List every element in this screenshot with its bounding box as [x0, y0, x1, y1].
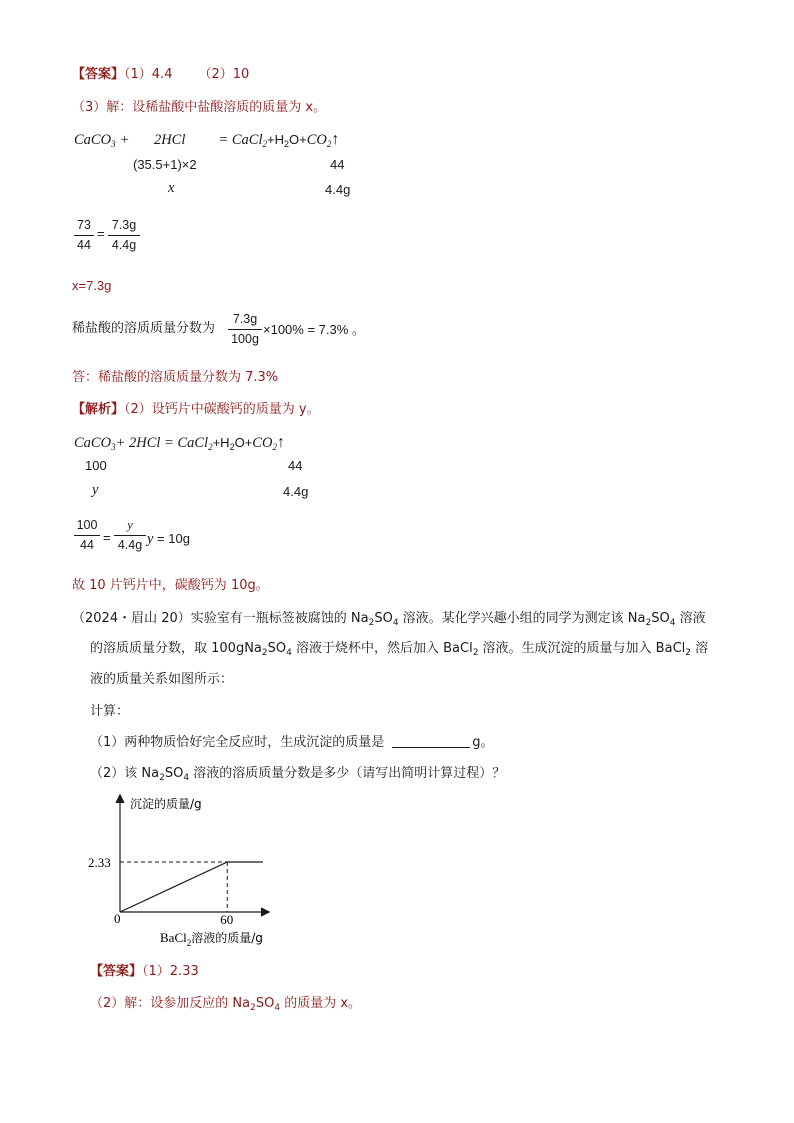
fraction-den: 100g: [231, 332, 259, 346]
ratio1-den-left: 44: [77, 238, 91, 252]
origin-label: 0: [114, 911, 121, 926]
answer2-line-2: （2）解：设参加反应的 $Na_2SO_4$ 的质量为 x。: [90, 996, 362, 1013]
eq2-caco3: CaCO$_3$: [74, 435, 116, 452]
conclusion-2: 故 10 片钙片中，碳酸钙为 10g。: [72, 578, 269, 593]
eq2-arrow: ↑: [276, 434, 285, 451]
answer-line-1: [72, 66, 249, 84]
answer-conclusion: 答：稀盐酸的溶质质量分数为 7.3%: [72, 370, 279, 385]
question-2: （2）该 $Na_2SO_4$ 溶液的溶质质量分数是多少（请写出简明计算过程）？: [90, 766, 506, 783]
answer-part-1: （1）4.4: [124, 67, 173, 82]
eq2-row2-right: 44: [288, 458, 303, 473]
answer-part-2: （2）10: [198, 67, 250, 82]
part3-intro: （3）解：设稀盐酸中盐酸溶质的质量为 x。: [72, 100, 327, 115]
ratio2-num-right: y: [127, 518, 133, 532]
question-1: （1）两种物质恰好完全反应时，生成沉淀的质量是 g。: [90, 735, 494, 750]
eq1-cacl2: = CaCl$_2$: [218, 132, 267, 149]
ratio1-right: [108, 218, 140, 253]
x-axis-label: BaCl$_2$溶液的质量/g: [160, 930, 263, 948]
eq2-row3-left: y: [92, 482, 99, 498]
answer2-part-1: （1）2.33: [142, 964, 199, 979]
eq1-hcl: 2HCl: [153, 132, 186, 148]
ratio2-tail: y = 10g: [147, 531, 190, 547]
ratio1-num-left: 73: [77, 218, 91, 232]
ratio2-den-left: 44: [80, 538, 94, 552]
equation-2: [74, 432, 285, 452]
analysis-text: （2）设钙片中碳酸钙的质量为 y。: [124, 402, 320, 417]
answer-blank[interactable]: [392, 735, 470, 748]
eq1-row2-left: (35.5+1)×2: [133, 157, 197, 172]
eq1-co2: $CO_2$: [306, 132, 332, 149]
eq1-row3-left: x: [168, 180, 175, 196]
answer-tag: 【答案】: [72, 67, 125, 82]
eq1-row2-right: 44: [330, 157, 345, 172]
ratio1-num-right: 7.3g: [111, 218, 137, 232]
eq1-row3-right: 4.4g: [325, 182, 351, 197]
ratio1-left: [74, 218, 94, 253]
x-result: x=7.3g: [72, 278, 112, 293]
fraction-line-prefix: 稀盐酸的溶质质量分数为: [72, 321, 216, 336]
answer2-line-1: [90, 963, 199, 981]
problem-line-2: 的溶质质量分数，取 $100gNa_2SO_4$ 溶液于烧杯中，然后加入 BaCl$_2$ 溶液。生成沉淀的质量与加入 BaCl$_2$ 溶: [90, 641, 709, 658]
answer2-tag: 【答案】: [90, 964, 143, 979]
analysis-tag: 【解析】: [72, 402, 125, 417]
problem-source: （2024・眉山 20）: [72, 611, 191, 626]
eq2-row3-right: 4.4g: [283, 484, 309, 499]
eq1-plus: +: [120, 132, 129, 148]
ratio1-den-right: 4.4g: [111, 238, 137, 252]
eq2-co2: $CO_2$: [252, 435, 277, 452]
eq1-arrow: ↑: [331, 131, 340, 148]
series-line: [120, 862, 263, 912]
eq1-caco3: CaCO$_3$: [74, 132, 116, 149]
problem-line-3: 液的质量关系如图所示：: [90, 672, 234, 687]
fraction-line-tail: ×100% = 7.3% 。: [263, 322, 365, 337]
eq2-water: $+H_2O+$: [212, 435, 253, 452]
problem-line-1: （2024・眉山 20）实验室有一瓶标签被腐蚀的 $Na_2SO_4$ 溶液。某化学兴趣小组的同学为测定该 $Na_2SO_4$ 溶液: [72, 611, 706, 628]
eq2-row2-left: 100: [85, 458, 107, 473]
calc-label: 计算：: [90, 704, 130, 719]
precipitate-chart: [80, 790, 280, 950]
ratio1-eq: =: [97, 226, 105, 241]
eq2-mid: + 2HCl = CaCl$_2$: [115, 435, 213, 452]
fraction-line-frac: [228, 312, 262, 347]
ratio2-den-right: 4.4g: [117, 538, 143, 552]
y-axis-label: 沉淀的质量/g: [130, 797, 202, 811]
ratio2-eq: =: [103, 530, 111, 545]
equation-1: [74, 129, 339, 149]
y-tick-label: 2.33: [88, 855, 111, 870]
ratio2-num-left: 100: [76, 518, 98, 532]
eq1-water: $+H_2O+$: [267, 132, 307, 149]
x-tick-label: 60: [220, 912, 234, 927]
ratio2-right: [114, 518, 146, 553]
ratio2-left: [74, 518, 100, 553]
fraction-num: 7.3g: [232, 312, 258, 326]
analysis-line: [72, 401, 320, 419]
